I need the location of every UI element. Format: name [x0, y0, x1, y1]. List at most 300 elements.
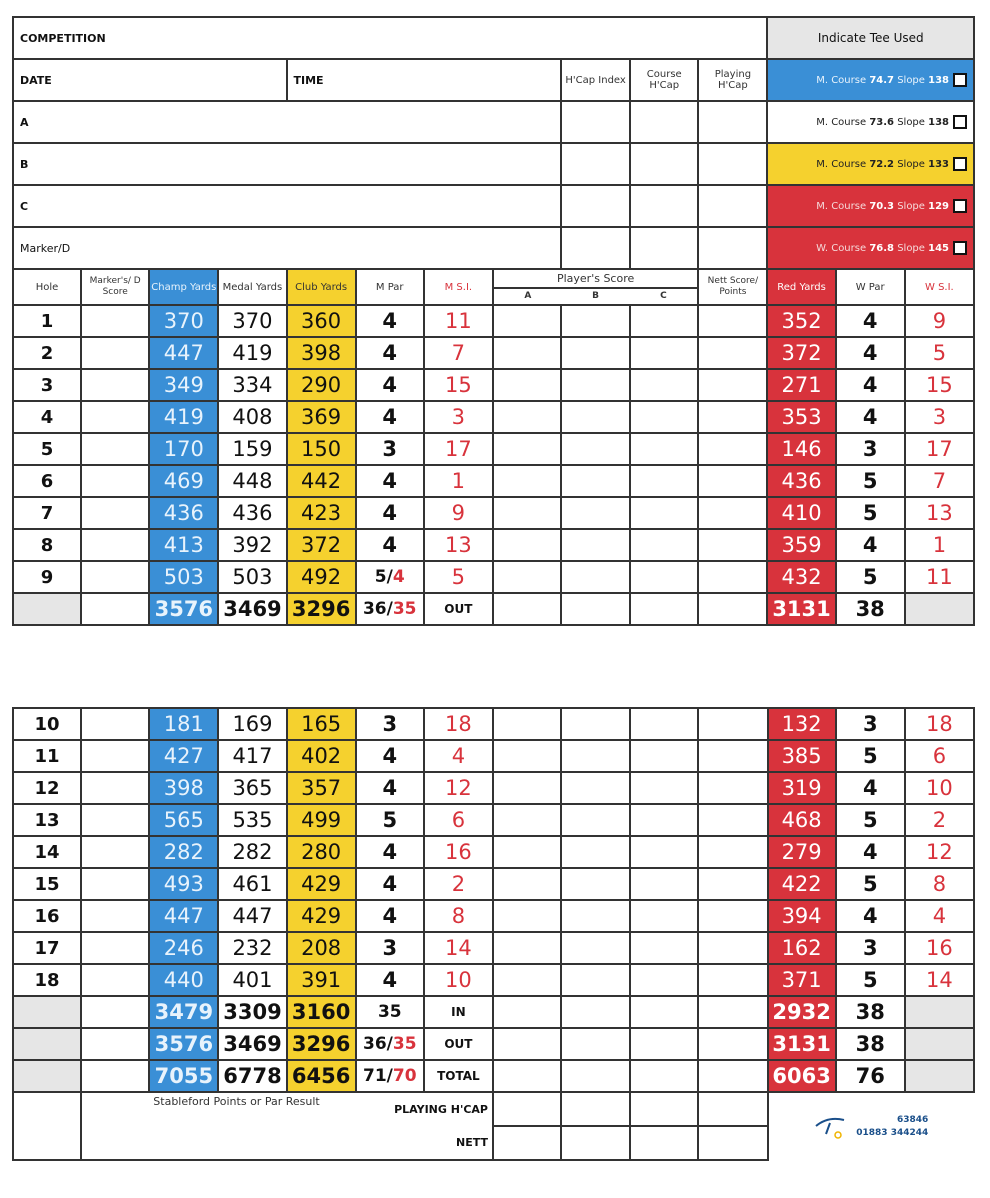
player-a-score-cell[interactable]	[493, 497, 561, 529]
logo-phone: 01883 344244	[856, 1127, 929, 1138]
player-b-score-cell[interactable]	[561, 932, 630, 964]
medal-yards: 436	[218, 497, 286, 529]
out-red: 3131	[767, 593, 835, 625]
player-c-score-cell[interactable]	[630, 804, 698, 836]
player-a-course-hcap[interactable]	[630, 101, 698, 143]
nett-b[interactable]	[561, 1126, 630, 1160]
player-c-score-cell[interactable]	[630, 497, 698, 529]
men-stroke-index: 15	[424, 369, 493, 401]
men-par: 4	[356, 772, 424, 804]
col-champ: Champ Yards	[149, 269, 218, 305]
player-c-score-cell[interactable]	[630, 305, 698, 337]
date-field[interactable]	[13, 59, 287, 101]
player-c-score-cell[interactable]	[630, 740, 698, 772]
red-yards: 371	[768, 964, 836, 996]
women-par: 4	[836, 305, 905, 337]
red-yards: 394	[768, 900, 836, 932]
total-medal: 6778	[218, 1060, 286, 1092]
women-par: 4	[836, 337, 905, 369]
nett-score-cell[interactable]	[698, 465, 767, 497]
hole-row	[13, 868, 974, 900]
medal-yards: 401	[218, 964, 286, 996]
player-a-score-cell[interactable]	[493, 465, 561, 497]
tee-checkbox[interactable]	[953, 115, 967, 129]
women-stroke-index: 15	[905, 369, 974, 401]
hole-number: 14	[13, 836, 81, 868]
nett-score-cell[interactable]	[698, 497, 767, 529]
women-stroke-index: 17	[905, 433, 974, 465]
out-label: OUT	[424, 593, 493, 625]
nett-score-cell[interactable]	[698, 529, 767, 561]
competition-label: COMPETITION	[20, 31, 106, 45]
hole-row	[13, 900, 974, 932]
hole-row	[13, 804, 974, 836]
marker-score-cell[interactable]	[81, 401, 149, 433]
player-a-score-cell[interactable]	[493, 708, 561, 740]
medal-yards: 408	[218, 401, 286, 433]
marker-label: Marker/D	[20, 241, 71, 255]
nett-score-cell[interactable]	[698, 836, 767, 868]
player-a-score-cell[interactable]	[493, 337, 561, 369]
player-a-score-cell[interactable]	[493, 932, 561, 964]
player-c-score-cell[interactable]	[630, 433, 698, 465]
tee-option-red-women[interactable]: W. Course 76.8 Slope 145	[767, 227, 974, 269]
in-label: IN	[424, 996, 493, 1028]
out-mpar: 36/35	[356, 593, 424, 625]
club-logo-icon	[814, 1114, 850, 1140]
champ-yards: 447	[149, 900, 218, 932]
medal-yards: 392	[218, 529, 286, 561]
total-champ: 7055	[149, 1060, 218, 1092]
men-par: 4	[356, 369, 424, 401]
player-c-score-cell[interactable]	[630, 369, 698, 401]
marker-score-cell[interactable]	[81, 932, 149, 964]
player-a-playing-hcap[interactable]	[698, 101, 767, 143]
red-yards: 432	[767, 561, 835, 593]
women-par: 5	[836, 964, 905, 996]
player-a-score-cell[interactable]	[493, 401, 561, 433]
men-par: 5	[356, 804, 424, 836]
champ-yards: 246	[149, 932, 218, 964]
player-b-hcap-index[interactable]	[561, 143, 630, 185]
red-yards: 319	[768, 772, 836, 804]
marker-hcap-index[interactable]	[561, 227, 630, 269]
playing-hcap-b[interactable]	[561, 1092, 630, 1126]
women-stroke-index: 7	[905, 465, 974, 497]
player-c-score-cell[interactable]	[630, 465, 698, 497]
tee-option-yellow[interactable]: M. Course 72.2 Slope 133	[767, 143, 974, 185]
stableford-label: Stableford Points or Par Result	[149, 1092, 355, 1160]
player-c-score-cell[interactable]	[630, 337, 698, 369]
player-b-score-cell[interactable]	[561, 868, 630, 900]
marker-score-cell[interactable]	[81, 740, 149, 772]
women-par: 5	[836, 465, 905, 497]
medal-yards: 419	[218, 337, 286, 369]
player-c-course-hcap[interactable]	[630, 185, 698, 227]
marker-score-cell[interactable]	[81, 804, 149, 836]
player-a-score-cell[interactable]	[493, 561, 561, 593]
col-medal: Medal Yards	[218, 269, 286, 305]
red-yards: 271	[767, 369, 835, 401]
medal-yards: 447	[218, 900, 286, 932]
tee-checkbox[interactable]	[953, 157, 967, 171]
champ-yards: 419	[149, 401, 218, 433]
champ-yards: 398	[149, 772, 218, 804]
club-yards: 499	[287, 804, 356, 836]
out2-club: 3296	[287, 1028, 356, 1060]
women-stroke-index: 12	[905, 836, 974, 868]
in-club: 3160	[287, 996, 356, 1028]
hole-row	[13, 964, 974, 996]
champ-yards: 493	[149, 868, 218, 900]
men-stroke-index: 16	[424, 836, 493, 868]
hole-number: 1	[13, 305, 81, 337]
men-stroke-index: 18	[424, 708, 493, 740]
men-stroke-index: 13	[424, 529, 493, 561]
col-wsi: W S.I.	[905, 269, 974, 305]
champ-yards: 427	[149, 740, 218, 772]
player-b-score-cell[interactable]	[561, 433, 630, 465]
scorecard-back	[12, 707, 975, 1161]
nett-score-cell[interactable]	[698, 337, 767, 369]
player-a-score-cell[interactable]	[493, 305, 561, 337]
men-par: 4	[356, 868, 424, 900]
col-hole: Hole	[13, 269, 81, 305]
player-b-score-cell[interactable]	[561, 497, 630, 529]
medal-yards: 159	[218, 433, 286, 465]
player-a-score-cell[interactable]	[493, 836, 561, 868]
women-stroke-index: 9	[905, 305, 974, 337]
in-champ: 3479	[149, 996, 218, 1028]
women-stroke-index: 4	[905, 900, 974, 932]
women-stroke-index: 14	[905, 964, 974, 996]
in-medal: 3309	[218, 996, 286, 1028]
club-yards: 165	[287, 708, 356, 740]
tee-option-red-men[interactable]: M. Course 70.3 Slope 129	[767, 185, 974, 227]
tee-option-white[interactable]: M. Course 73.6 Slope 138	[767, 101, 974, 143]
hole-row	[13, 529, 974, 561]
men-stroke-index: 12	[424, 772, 493, 804]
player-b-score-cell[interactable]	[561, 900, 630, 932]
tee-checkbox[interactable]	[953, 199, 967, 213]
player-c-score-cell[interactable]	[630, 401, 698, 433]
player-a-score-cell[interactable]	[493, 369, 561, 401]
col-mpar: M Par	[356, 269, 424, 305]
champ-yards: 413	[149, 529, 218, 561]
nett-score-cell[interactable]	[698, 932, 767, 964]
course-hcap-label: Course H'Cap	[630, 59, 698, 101]
player-c-score-cell[interactable]	[630, 836, 698, 868]
playing-hcap-a[interactable]	[493, 1092, 561, 1126]
men-stroke-index: 10	[424, 964, 493, 996]
women-stroke-index: 2	[905, 804, 974, 836]
women-par: 5	[836, 561, 905, 593]
player-a-score-cell[interactable]	[493, 900, 561, 932]
player-b-score-cell[interactable]	[561, 465, 630, 497]
women-stroke-index: 16	[905, 932, 974, 964]
hole-row	[13, 836, 974, 868]
hole-number: 16	[13, 900, 81, 932]
player-c-score-cell[interactable]	[630, 964, 698, 996]
men-par: 4	[356, 740, 424, 772]
in-mpar: 35	[356, 996, 424, 1028]
out2-red: 3131	[768, 1028, 836, 1060]
marker-score-cell[interactable]	[81, 433, 149, 465]
club-yards: 391	[287, 964, 356, 996]
medal-yards: 503	[218, 561, 286, 593]
red-yards: 468	[768, 804, 836, 836]
marker-score-cell[interactable]	[81, 900, 149, 932]
player-b-field[interactable]	[13, 143, 561, 185]
player-b-score-cell[interactable]	[561, 369, 630, 401]
player-c-score-cell[interactable]	[630, 529, 698, 561]
player-a-field[interactable]	[13, 101, 561, 143]
women-stroke-index: 13	[905, 497, 974, 529]
in-red: 2932	[768, 996, 836, 1028]
player-b-score-cell[interactable]	[561, 964, 630, 996]
player-a-score-cell[interactable]	[493, 529, 561, 561]
nett-score-cell[interactable]	[698, 900, 767, 932]
red-yards: 146	[767, 433, 835, 465]
champ-yards: 181	[149, 708, 218, 740]
marker-score-cell[interactable]	[81, 561, 149, 593]
player-c-score-cell[interactable]	[630, 900, 698, 932]
marker-score-cell[interactable]	[81, 369, 149, 401]
player-b-score-cell[interactable]	[561, 337, 630, 369]
men-stroke-index: 2	[424, 868, 493, 900]
red-yards: 359	[767, 529, 835, 561]
marker-score-cell[interactable]	[81, 836, 149, 868]
hole-number: 17	[13, 932, 81, 964]
red-yards: 422	[768, 868, 836, 900]
player-c-hcap-index[interactable]	[561, 185, 630, 227]
nett-a[interactable]	[493, 1126, 561, 1160]
player-c-field[interactable]	[13, 185, 561, 227]
club-yards: 150	[287, 433, 356, 465]
player-c-score-cell[interactable]	[630, 932, 698, 964]
men-par: 3	[356, 708, 424, 740]
hole-number: 12	[13, 772, 81, 804]
hole-number: 15	[13, 868, 81, 900]
women-par: 4	[836, 369, 905, 401]
men-stroke-index: 6	[424, 804, 493, 836]
women-par: 3	[836, 708, 905, 740]
player-c-playing-hcap[interactable]	[698, 185, 767, 227]
women-stroke-index: 10	[905, 772, 974, 804]
nett-score-cell[interactable]	[698, 804, 767, 836]
player-b-score-cell[interactable]	[561, 804, 630, 836]
player-c-score-cell[interactable]	[630, 868, 698, 900]
medal-yards: 282	[218, 836, 286, 868]
nett-score-cell[interactable]	[698, 772, 767, 804]
women-par: 5	[836, 497, 905, 529]
hole-row	[13, 740, 974, 772]
red-yards: 410	[767, 497, 835, 529]
nett-score-cell[interactable]	[698, 401, 767, 433]
nett-score-cell[interactable]	[698, 708, 767, 740]
player-a-score-cell[interactable]	[493, 804, 561, 836]
marker-score-cell[interactable]	[81, 305, 149, 337]
player-a-score-cell[interactable]	[493, 772, 561, 804]
footer-blank	[13, 1092, 81, 1160]
champ-yards: 469	[149, 465, 218, 497]
col-wpar: W Par	[836, 269, 905, 305]
out2-wpar: 38	[836, 1028, 905, 1060]
nett-score-cell[interactable]	[698, 740, 767, 772]
logo-code: 63846	[896, 1114, 929, 1125]
col-msi: M S.I.	[424, 269, 493, 305]
women-par: 4	[836, 836, 905, 868]
player-a-score-cell[interactable]	[493, 740, 561, 772]
player-b-score-cell[interactable]	[561, 529, 630, 561]
col-b: B	[592, 291, 600, 301]
player-b-score-cell[interactable]	[561, 401, 630, 433]
out2-medal: 3469	[218, 1028, 286, 1060]
col-a: A	[524, 291, 532, 301]
out-club: 3296	[287, 593, 356, 625]
out-medal: 3469	[218, 593, 286, 625]
medal-yards: 417	[218, 740, 286, 772]
club-yards: 423	[287, 497, 356, 529]
col-markers: Marker's/ D Score	[81, 269, 149, 305]
women-par: 3	[836, 932, 905, 964]
club-yards: 357	[287, 772, 356, 804]
men-stroke-index: 7	[424, 337, 493, 369]
hole-number: 6	[13, 465, 81, 497]
club-yards: 442	[287, 465, 356, 497]
competition-field[interactable]	[13, 17, 767, 59]
logo-area	[768, 1092, 974, 1160]
marker-score-cell[interactable]	[81, 337, 149, 369]
men-par: 4	[356, 497, 424, 529]
tee-checkbox[interactable]	[953, 73, 967, 87]
out-total-row	[13, 593, 974, 625]
women-par: 5	[836, 804, 905, 836]
women-stroke-index: 5	[905, 337, 974, 369]
men-par: 4	[356, 964, 424, 996]
medal-yards: 461	[218, 868, 286, 900]
nett-score-cell[interactable]	[698, 868, 767, 900]
in-wpar: 38	[836, 996, 905, 1028]
women-par: 4	[836, 772, 905, 804]
hole-number: 8	[13, 529, 81, 561]
out-champ: 3576	[149, 593, 218, 625]
player-a-score-cell[interactable]	[493, 964, 561, 996]
red-yards: 385	[768, 740, 836, 772]
nett-score-cell[interactable]	[698, 964, 767, 996]
hole-row	[13, 305, 974, 337]
player-b-score-cell[interactable]	[561, 561, 630, 593]
champ-yards: 170	[149, 433, 218, 465]
medal-yards: 370	[218, 305, 286, 337]
red-yards: 132	[768, 708, 836, 740]
marker-score-cell[interactable]	[81, 465, 149, 497]
player-a-hcap-index[interactable]	[561, 101, 630, 143]
player-a-score-cell[interactable]	[493, 868, 561, 900]
club-yards: 402	[287, 740, 356, 772]
marker-score-cell[interactable]	[81, 772, 149, 804]
time-label: TIME	[293, 73, 324, 87]
marker-score-cell[interactable]	[81, 529, 149, 561]
marker-playing-hcap[interactable]	[698, 227, 767, 269]
hole-number: 10	[13, 708, 81, 740]
player-b-score-cell[interactable]	[561, 740, 630, 772]
player-b-score-cell[interactable]	[561, 708, 630, 740]
col-players-score	[493, 269, 698, 305]
nett-score-cell[interactable]	[698, 369, 767, 401]
marker-score-cell[interactable]	[81, 868, 149, 900]
player-c-score-cell[interactable]	[630, 561, 698, 593]
champ-yards: 282	[149, 836, 218, 868]
women-par: 5	[836, 868, 905, 900]
marker-course-hcap[interactable]	[630, 227, 698, 269]
nett-score-cell[interactable]	[698, 305, 767, 337]
out2-champ: 3576	[149, 1028, 218, 1060]
hole-number: 13	[13, 804, 81, 836]
men-par: 4	[356, 900, 424, 932]
player-b-course-hcap[interactable]	[630, 143, 698, 185]
hole-row	[13, 932, 974, 964]
medal-yards: 365	[218, 772, 286, 804]
club-yards: 429	[287, 868, 356, 900]
hole-number: 9	[13, 561, 81, 593]
player-b-score-cell[interactable]	[561, 836, 630, 868]
out2-label: OUT	[424, 1028, 493, 1060]
player-b-score-cell[interactable]	[561, 772, 630, 804]
women-par: 5	[836, 740, 905, 772]
women-par: 4	[836, 401, 905, 433]
red-yards: 279	[768, 836, 836, 868]
medal-yards: 448	[218, 465, 286, 497]
marker-score-cell[interactable]	[81, 497, 149, 529]
men-par: 3	[356, 932, 424, 964]
time-field[interactable]	[287, 59, 562, 101]
playing-hcap-c[interactable]	[630, 1092, 698, 1126]
player-a-score-cell[interactable]	[493, 433, 561, 465]
women-stroke-index: 3	[905, 401, 974, 433]
men-stroke-index: 5	[424, 561, 493, 593]
player-c-score-cell[interactable]	[630, 708, 698, 740]
hole-number: 18	[13, 964, 81, 996]
nett-c[interactable]	[630, 1126, 698, 1160]
grand-total-row	[13, 1060, 974, 1092]
nett-score-cell[interactable]	[698, 561, 767, 593]
men-stroke-index: 9	[424, 497, 493, 529]
player-b-score-cell[interactable]	[561, 305, 630, 337]
playing-hcap-label: PLAYING H'CAP	[356, 1092, 493, 1126]
marker-score-cell[interactable]	[81, 964, 149, 996]
men-par: 4	[356, 529, 424, 561]
hole-row	[13, 772, 974, 804]
hole-row	[13, 708, 974, 740]
nett-score-cell[interactable]	[698, 433, 767, 465]
men-par: 3	[356, 433, 424, 465]
men-stroke-index: 8	[424, 900, 493, 932]
men-par: 5/4	[356, 561, 424, 593]
marker-score-cell[interactable]	[81, 708, 149, 740]
hole-row	[13, 465, 974, 497]
tee-option-blue[interactable]: M. Course 74.7 Slope 138	[767, 59, 974, 101]
total-wpar: 76	[836, 1060, 905, 1092]
red-yards: 372	[767, 337, 835, 369]
total-club: 6456	[287, 1060, 356, 1092]
player-c-score-cell[interactable]	[630, 772, 698, 804]
col-nett: Nett Score/ Points	[698, 269, 767, 305]
marker-field[interactable]	[13, 227, 561, 269]
tee-checkbox[interactable]	[953, 241, 967, 255]
player-b-playing-hcap[interactable]	[698, 143, 767, 185]
champ-yards: 440	[149, 964, 218, 996]
